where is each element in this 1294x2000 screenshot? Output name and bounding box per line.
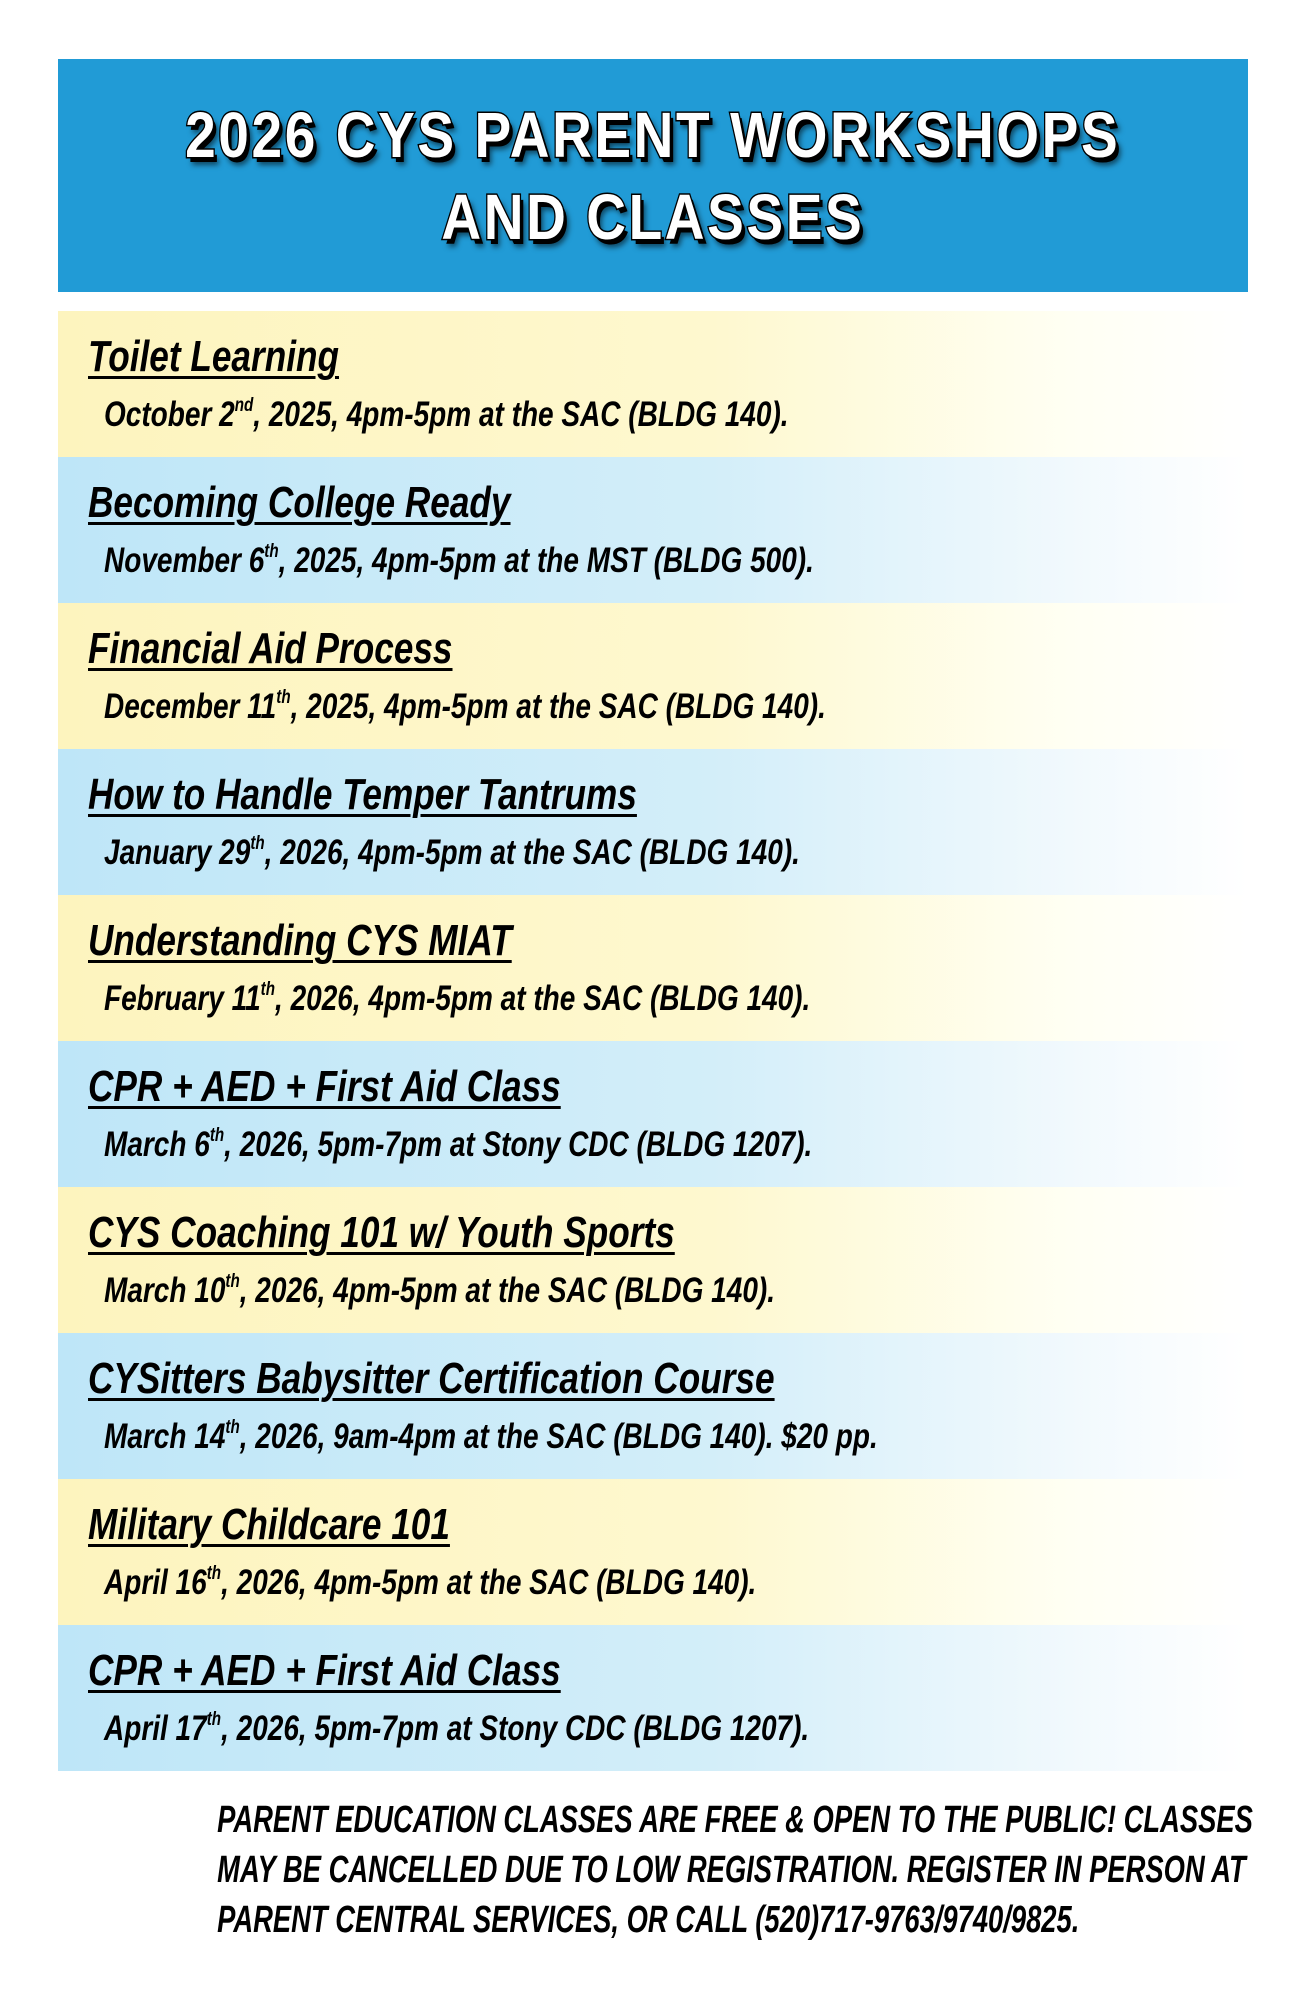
workshop-row <box>58 1187 1248 1333</box>
workshop-row <box>58 895 1248 1041</box>
workshop-row <box>58 749 1248 895</box>
workshop-row <box>58 1479 1248 1625</box>
workshop-title: Military Childcare 101 <box>88 1500 450 1549</box>
workshop-title: Understanding CYS MIAT <box>88 916 512 965</box>
footer-line-3: PARENT CENTRAL SERVICES, OR CALL (520)717-9763/9740/9825. <box>217 1899 1080 1941</box>
workshop-title: Becoming College Ready <box>88 478 511 527</box>
footer-line-2: MAY BE CANCELLED DUE TO LOW REGISTRATION. REGISTER IN PERSON AT <box>217 1849 1246 1891</box>
workshop-row <box>58 603 1248 749</box>
workshop-row <box>58 457 1248 603</box>
page-title-line-1: 2026 CYS PARENT WORKSHOPS <box>185 98 1121 171</box>
page-title-line-2: AND CLASSES <box>441 180 865 253</box>
workshop-details: March 14th, 2026, 9am-4pm at the SAC (BLDG 140). $20 pp. <box>104 1417 878 1456</box>
workshop-row <box>58 1625 1248 1771</box>
workshop-title: CPR + AED + First Aid Class <box>88 1062 561 1111</box>
workshop-title: CYS Coaching 101 w/ Youth Sports <box>88 1208 675 1257</box>
footer-notice <box>50 1795 1253 1945</box>
workshop-row <box>58 311 1248 457</box>
workshop-details: April 16th, 2026, 4pm-5pm at the SAC (BLDG 140). <box>104 1563 757 1602</box>
footer-line-1: PARENT EDUCATION CLASSES ARE FREE & OPEN TO THE PUBLIC! CLASSES <box>217 1799 1253 1841</box>
workshop-title: How to Handle Temper Tantrums <box>88 770 637 819</box>
workshop-row <box>58 1041 1248 1187</box>
workshop-row <box>58 1333 1248 1479</box>
workshop-title: Toilet Learning <box>88 332 339 381</box>
workshop-title: Financial Aid Process <box>88 624 453 673</box>
workshop-details: January 29th, 2026, 4pm-5pm at the SAC (BLDG 140). <box>104 833 800 872</box>
workshop-details: March 10th, 2026, 4pm-5pm at the SAC (BLDG 140). <box>104 1271 776 1310</box>
workshop-details: April 17th, 2026, 5pm-7pm at Stony CDC (BLDG 1207). <box>104 1709 810 1748</box>
workshop-details: December 11th, 2025, 4pm-5pm at the SAC (BLDG 140). <box>104 687 826 726</box>
workshop-list <box>58 311 1248 1771</box>
workshop-title: CPR + AED + First Aid Class <box>88 1646 561 1695</box>
workshop-details: November 6th, 2025, 4pm-5pm at the MST (BLDG 500). <box>104 541 814 580</box>
workshop-title: CYSitters Babysitter Certification Course <box>88 1354 775 1403</box>
workshop-details: October 2nd, 2025, 4pm-5pm at the SAC (BLDG 140). <box>104 395 789 434</box>
header-banner <box>58 59 1248 292</box>
workshop-details: February 11th, 2026, 4pm-5pm at the SAC (BLDG 140). <box>104 979 811 1018</box>
workshop-details: March 6th, 2026, 5pm-7pm at Stony CDC (BLDG 1207). <box>104 1125 813 1164</box>
